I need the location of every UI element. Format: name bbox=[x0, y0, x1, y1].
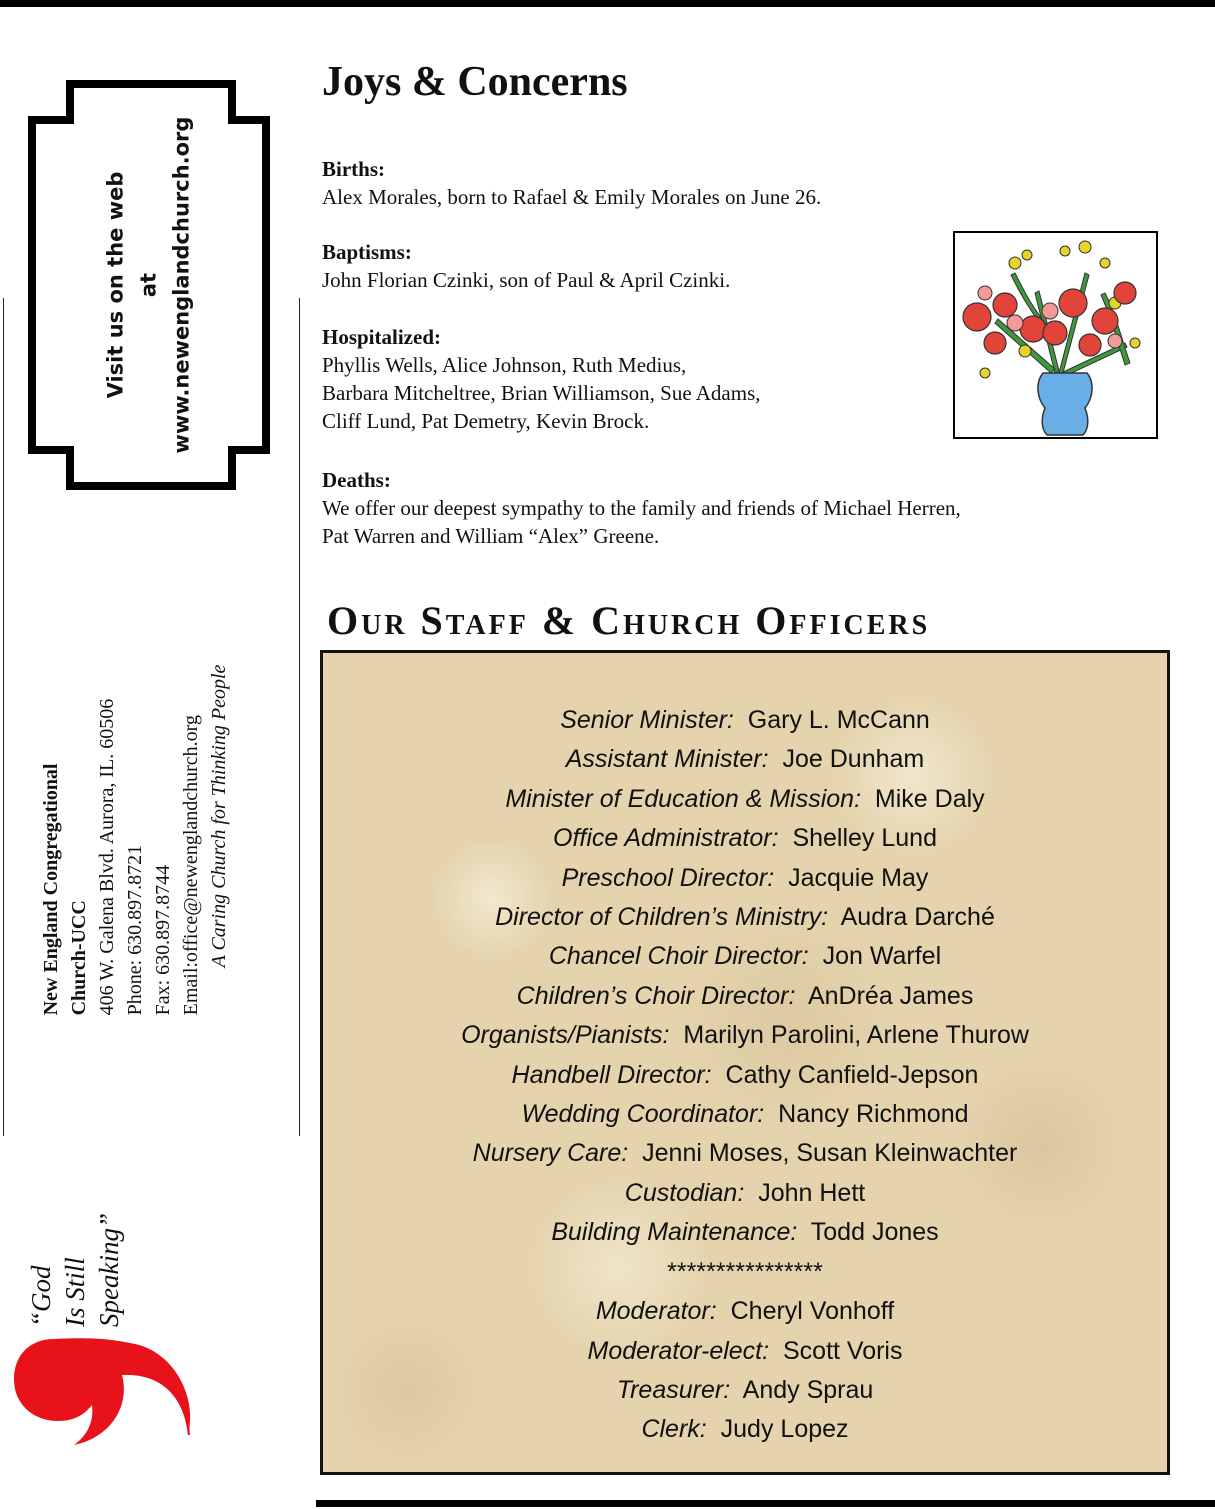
church-fax: Fax: 630.897.8744 bbox=[152, 864, 174, 1016]
staff-row bbox=[323, 1134, 1167, 1173]
bottom-rule bbox=[316, 1500, 1215, 1507]
staff-row bbox=[323, 898, 1167, 937]
staff-separator: **************** bbox=[667, 1257, 823, 1286]
staff-list bbox=[323, 701, 1167, 1450]
staff-role: Treasurer: bbox=[616, 1375, 731, 1404]
staff-name: Judy Lopez bbox=[720, 1415, 849, 1444]
births-text: Alex Morales, born to Rafael & Emily Morales on June 26. bbox=[322, 185, 822, 209]
staff-role: Organists/Pianists: bbox=[461, 1021, 670, 1050]
staff-row bbox=[323, 819, 1167, 858]
staff-name: Shelley Lund bbox=[792, 824, 937, 853]
staff-row bbox=[323, 780, 1167, 819]
baptisms-text: John Florian Czinki, son of Paul & April Czinki. bbox=[322, 268, 731, 292]
staff-role: Director of Children’s Ministry: bbox=[495, 903, 829, 932]
hospitalized-line-2: Barbara Mitcheltree, Brian Williamson, Sue Adams, bbox=[322, 381, 761, 405]
staff-box bbox=[320, 650, 1170, 1475]
church-name: New England Congregational bbox=[40, 763, 62, 1016]
deaths-section bbox=[322, 466, 1122, 550]
staff-role: Custodian: bbox=[624, 1178, 745, 1207]
deaths-line-1: We offer our deepest sympathy to the family and friends of Michael Herren, bbox=[322, 496, 961, 520]
top-rule bbox=[0, 0, 1215, 7]
website-url[interactable]: www.newenglandchurch.org bbox=[169, 116, 194, 454]
staff-name: Cathy Canfield-Jepson bbox=[725, 1060, 979, 1089]
hospitalized-line-3: Cliff Lund, Pat Demetry, Kevin Brock. bbox=[322, 409, 650, 433]
staff-role: Clerk: bbox=[641, 1415, 707, 1444]
staff-name: Mike Daly bbox=[874, 784, 985, 813]
ucc-comma-logo-icon bbox=[12, 1335, 192, 1447]
left-divider bbox=[3, 298, 4, 1136]
staff-name: Andy Sprau bbox=[742, 1375, 874, 1404]
staff-role: Office Administrator: bbox=[553, 824, 779, 853]
births-section bbox=[322, 155, 1122, 211]
staff-row bbox=[323, 1095, 1167, 1134]
deaths-label: Deaths: bbox=[322, 468, 391, 492]
staff-row bbox=[323, 1174, 1167, 1213]
staff-row bbox=[323, 1016, 1167, 1055]
births-label: Births: bbox=[322, 157, 385, 181]
staff-name: Scott Voris bbox=[782, 1336, 903, 1365]
church-phone: Phone: 630.897.8721 bbox=[124, 844, 146, 1016]
staff-heading: Our Staff & Church Officers bbox=[327, 598, 931, 643]
staff-name: Jacquie May bbox=[788, 863, 929, 892]
staff-role: Moderator-elect: bbox=[587, 1336, 770, 1365]
staff-row bbox=[323, 1292, 1167, 1331]
staff-row bbox=[323, 859, 1167, 898]
staff-name: Marilyn Parolini, Arlene Thurow bbox=[683, 1021, 1029, 1050]
staff-row bbox=[323, 1332, 1167, 1371]
website-line-1: Visit us on the web bbox=[103, 171, 128, 399]
staff-role: Moderator: bbox=[595, 1297, 717, 1326]
staff-name: Joe Dunham bbox=[782, 745, 925, 774]
hospitalized-label: Hospitalized: bbox=[322, 325, 441, 349]
page-title: Joys & Concerns bbox=[322, 59, 628, 105]
staff-row bbox=[323, 1213, 1167, 1252]
staff-role: Building Maintenance: bbox=[551, 1218, 798, 1247]
deaths-line-2: Pat Warren and William “Alex” Greene. bbox=[322, 524, 660, 548]
staff-name: AnDréa James bbox=[807, 981, 974, 1010]
slogan-line-1: “God bbox=[26, 1265, 56, 1327]
staff-role: Minister of Education & Mission: bbox=[505, 784, 862, 813]
staff-role: Handbell Director: bbox=[511, 1060, 712, 1089]
church-email[interactable]: Email:office@newenglandchurch.org bbox=[180, 715, 202, 1016]
staff-role: Wedding Coordinator: bbox=[521, 1100, 765, 1129]
staff-name: Gary L. McCann bbox=[747, 706, 930, 734]
staff-name: Nancy Richmond bbox=[778, 1100, 969, 1129]
slogan-line-3: Speaking” bbox=[94, 1213, 124, 1327]
staff-name: Cheryl Vonhoff bbox=[730, 1297, 895, 1326]
church-address: 406 W. Galena Blvd. Aurora, IL. 60506 bbox=[96, 698, 118, 1016]
staff-name: Jon Warfel bbox=[822, 942, 942, 971]
slogan-line-2: Is Still bbox=[60, 1257, 90, 1327]
staff-role: Preschool Director: bbox=[561, 863, 775, 892]
flower-vase-icon bbox=[953, 231, 1158, 439]
staff-row bbox=[323, 977, 1167, 1016]
staff-role: Nursery Care: bbox=[472, 1139, 629, 1168]
staff-row bbox=[323, 740, 1167, 779]
staff-role: Senior Minister: bbox=[560, 706, 734, 734]
staff-name: John Hett bbox=[758, 1178, 866, 1207]
staff-role: Children’s Choir Director: bbox=[516, 981, 796, 1010]
website-line-2: at bbox=[136, 272, 161, 298]
church-name-suffix: Church-UCC bbox=[68, 900, 90, 1016]
staff-row bbox=[323, 937, 1167, 976]
church-tagline: A Caring Church for Thinking People bbox=[208, 664, 230, 968]
staff-name: Audra Darché bbox=[840, 903, 995, 932]
staff-row bbox=[323, 1410, 1167, 1449]
baptisms-label: Baptisms: bbox=[322, 240, 412, 264]
staff-name: Todd Jones bbox=[810, 1218, 939, 1247]
sidebar-divider bbox=[299, 298, 300, 1136]
staff-role: Assistant Minister: bbox=[565, 745, 769, 774]
staff-row bbox=[323, 1056, 1167, 1095]
staff-role: Chancel Choir Director: bbox=[548, 942, 809, 971]
staff-name: Jenni Moses, Susan Kleinwachter bbox=[642, 1139, 1018, 1168]
staff-row bbox=[323, 1371, 1167, 1410]
staff-row bbox=[323, 701, 1167, 740]
hospitalized-line-1: Phyllis Wells, Alice Johnson, Ruth Medius, bbox=[322, 353, 687, 377]
